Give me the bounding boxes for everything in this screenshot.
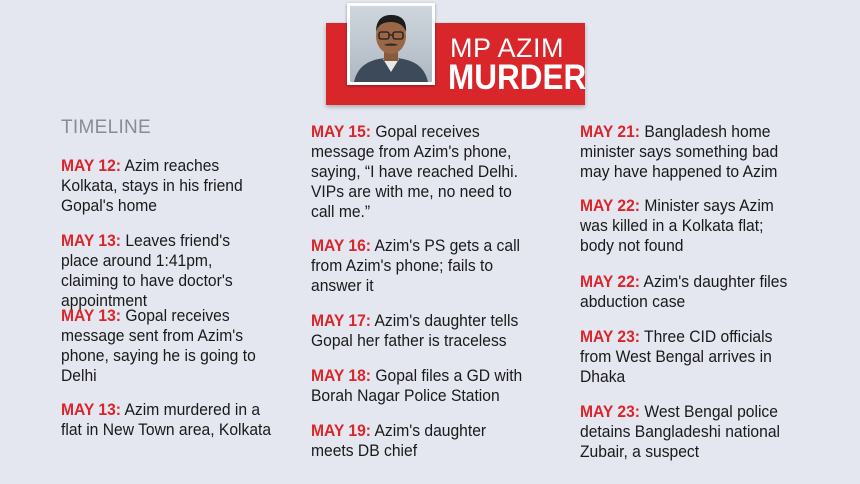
entry-date: MAY 13: <box>61 400 121 419</box>
timeline-entry <box>61 156 250 216</box>
timeline-entry <box>580 327 784 387</box>
entry-text: Azim's daughter tells Gopal her father is traceless <box>311 311 519 350</box>
entry-text: Azim murdered in a flat in New Town area, Kolkata <box>61 400 272 439</box>
entry-date: MAY 22: <box>580 196 640 215</box>
timeline-entry <box>61 306 263 386</box>
entry-text: West Bengal police detains Bangladeshi national Zubair, a suspect <box>580 402 780 461</box>
entry-text: Gopal receives message sent from Azim's phone, saying he is going to Delhi <box>61 306 256 385</box>
entry-date: MAY 18: <box>311 366 371 385</box>
entry-text: Azim's PS gets a call from Azim's phone; fails to answer it <box>311 236 521 295</box>
entry-date: MAY 17: <box>311 311 371 330</box>
entry-date: MAY 15: <box>311 122 371 141</box>
header-title-line2: MURDER <box>448 58 587 97</box>
entry-date: MAY 12: <box>61 156 121 175</box>
timeline-entry <box>311 366 532 406</box>
entry-text: Azim's daughter meets DB chief <box>311 421 487 460</box>
entry-text: Azim reaches Kolkata, stays in his friend Gopal's home <box>61 156 243 215</box>
timeline-entry <box>311 421 500 461</box>
entry-text: Gopal receives message from Azim's phone, saying, “I have reached Delhi. VIPs are with me, no need to call me.” <box>311 122 518 221</box>
timeline-entry <box>580 122 787 182</box>
entry-date: MAY 13: <box>61 231 121 250</box>
timeline-entry <box>311 122 521 222</box>
entry-date: MAY 23: <box>580 402 640 421</box>
timeline-entry <box>311 236 528 296</box>
entry-text: Leaves friend's place around 1:41pm, claiming to have doctor's appointment <box>61 231 233 310</box>
entry-date: MAY 19: <box>311 421 371 440</box>
timeline-entry <box>61 231 268 311</box>
entry-date: MAY 16: <box>311 236 371 255</box>
entry-text: Azim's daughter files abduction case <box>580 272 788 311</box>
entry-date: MAY 23: <box>580 327 640 346</box>
header-title-line1: MP AZIM <box>450 33 565 63</box>
timeline-label: TIMELINE <box>61 117 152 138</box>
timeline-entry <box>580 196 784 256</box>
entry-date: MAY 21: <box>580 122 640 141</box>
entry-text: Bangladesh home minister says something bad may have happened to Azim <box>580 122 779 181</box>
entry-text: Minister says Azim was killed in a Kolkata flat; body not found <box>580 196 774 255</box>
timeline-entry <box>580 272 801 312</box>
entry-date: MAY 22: <box>580 272 640 291</box>
timeline-entry <box>311 311 532 351</box>
portrait-image <box>350 6 432 82</box>
portrait-photo <box>347 3 435 85</box>
entry-text: Three CID officials from West Bengal arrives in Dhaka <box>580 327 773 386</box>
entry-text: Gopal files a GD with Borah Nagar Police Station <box>311 366 523 405</box>
timeline-entry <box>580 402 792 462</box>
timeline-entry <box>61 400 284 440</box>
entry-date: MAY 13: <box>61 306 121 325</box>
